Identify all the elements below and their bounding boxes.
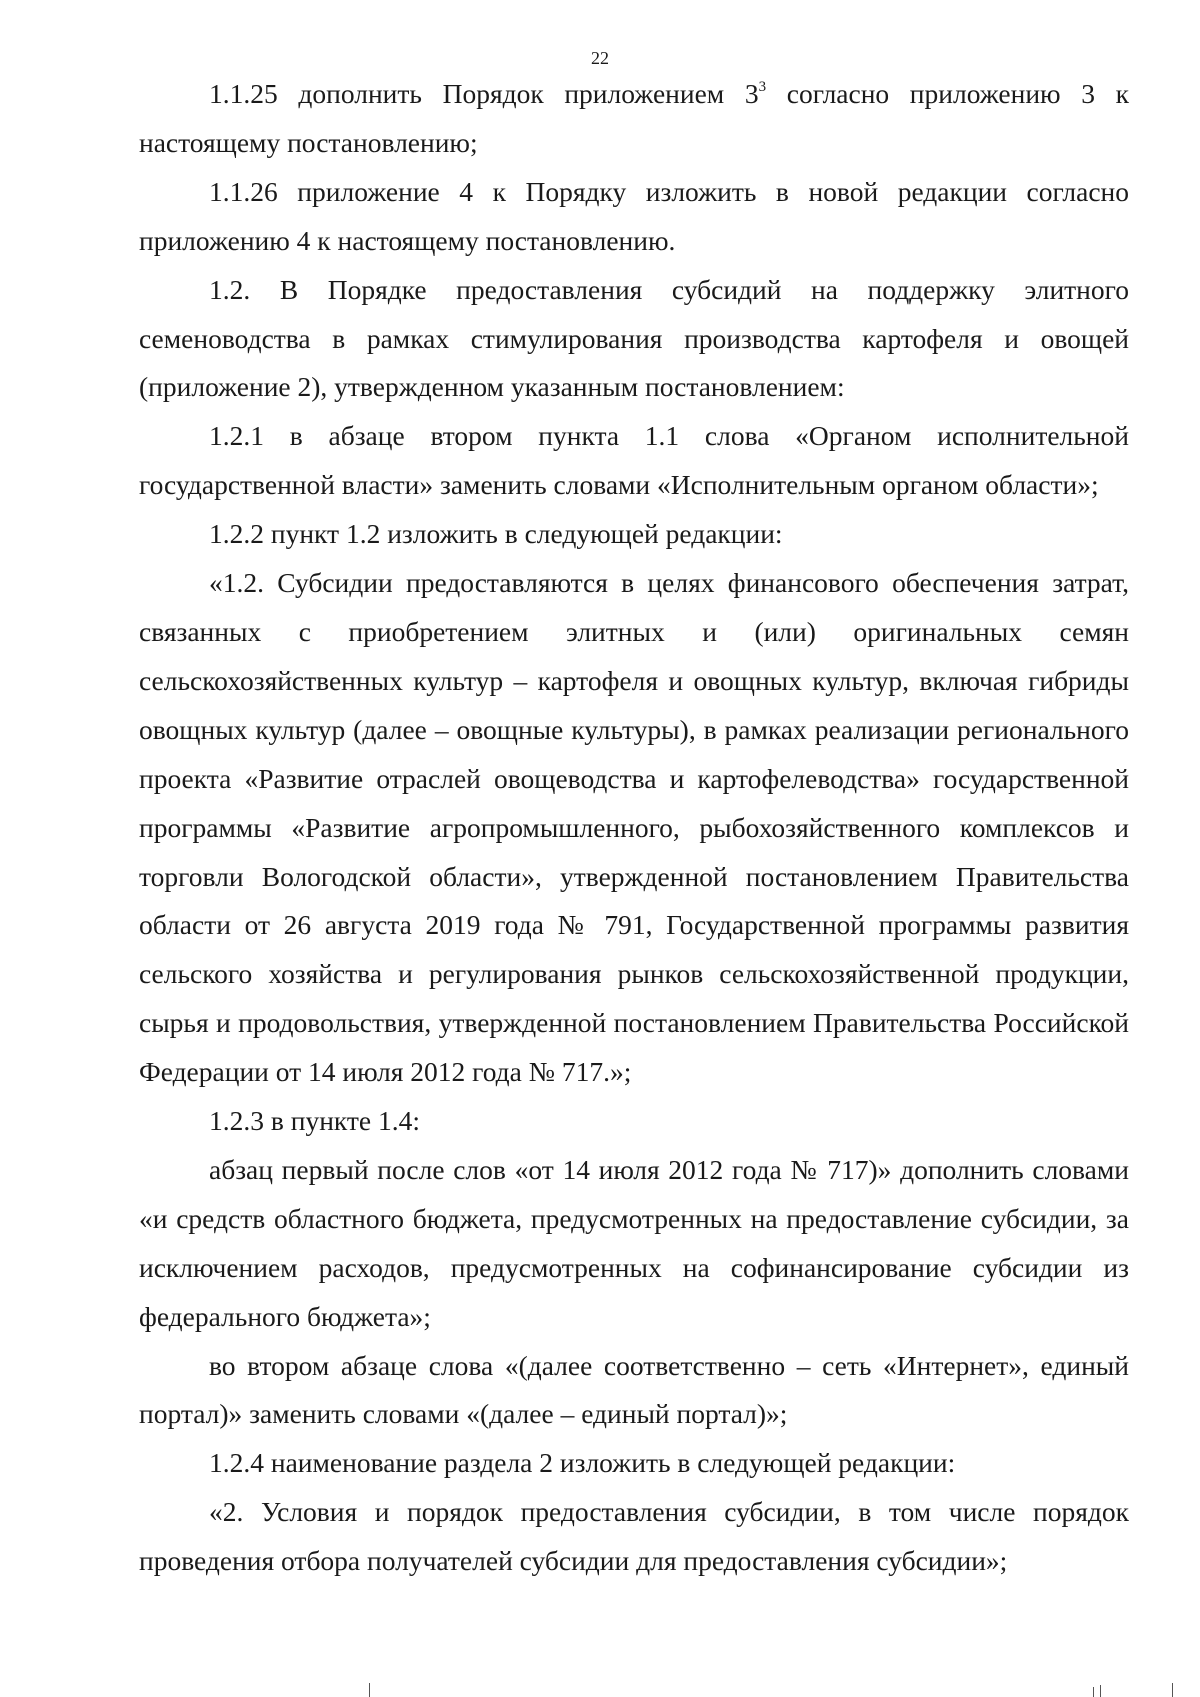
superscript: 3	[758, 79, 767, 95]
page-number: 22	[591, 48, 609, 68]
scan-artifact-mark	[1172, 1683, 1173, 1697]
scan-artifact-mark	[1093, 1687, 1094, 1697]
paragraph-1-2-4: 1.2.4 наименование раздела 2 изложить в следующей редакции:	[209, 1447, 956, 1479]
document-body	[139, 70, 1129, 1586]
paragraph-1-1-25-text-end: согласно приложению 3 к настоящему постановлению;	[139, 78, 1129, 158]
paragraph-1-1-25-text: 1.1.25 дополнить Порядок приложением 3	[209, 78, 759, 109]
paragraph-1-2-3: 1.2.3 в пункте 1.4:	[209, 1105, 421, 1137]
paragraph-second-abzac: во втором абзаце слова «(далее соответственно – сеть «Интернет», единый портал)» заменить словами «(далее – единый портал)»;	[139, 1349, 1129, 1430]
paragraph-quoted-section-2: «2. Условия и порядок предоставления субсидии, в том числе порядок проведения отбора получателей субсидии для предоставления субсидии»;	[139, 1496, 1129, 1577]
paragraph-1-2-1: 1.2.1 в абзаце втором пункта 1.1 слова «Органом исполнительной государственной власти» заменить словами «Исполнительным органом области»;	[139, 420, 1129, 501]
scan-artifact-mark	[1100, 1685, 1101, 1697]
paragraph-1-1-25	[139, 70, 1129, 168]
scan-artifact-mark	[369, 1683, 370, 1697]
paragraph-1-2: 1.2. В Порядке предоставления субсидий на поддержку элитного семеноводства в рамках стимулирования производства картофеля и овощей (приложение 2), утвержденном указанным постановлением:	[139, 273, 1129, 403]
paragraph-quoted-1-2: «1.2. Субсидии предоставляются в целях финансового обеспечения затрат, связанных с приобретением элитных и (или) оригинальных семян сельскохозяйственных культур – картофеля и овощных культур, включая гибриды овощных культур (далее – овощные культуры), в рамках реализации регионального проекта «Развитие отраслей овощеводства и картофелеводства» государственной программы «Развитие агропромышленного, рыбохозяйственного комплексов и торговли Вологодской области», утвержденной постановлением Правительства области от 26 августа 2019 года № 791, Государственной программы развития сельского хозяйства и регулирования рынков сельскохозяйственной продукции, сырья и продовольствия, утвержденной постановлением Правительства Российской Федерации от 14 июля 2012 года № 717.»;	[139, 567, 1129, 1088]
paragraph-first-abzac: абзац первый после слов «от 14 июля 2012 года № 717)» дополнить словами «и средств областного бюджета, предусмотренных на предоставление субсидии, за исключением расходов, предусмотренных на софинансирование субсидии из федерального бюджета»;	[139, 1153, 1129, 1332]
paragraph-1-2-2: 1.2.2 пункт 1.2 изложить в следующей редакции:	[209, 518, 783, 550]
paragraph-1-1-26: 1.1.26 приложение 4 к Порядку изложить в новой редакции согласно приложению 4 к настоящему постановлению.	[139, 175, 1129, 256]
